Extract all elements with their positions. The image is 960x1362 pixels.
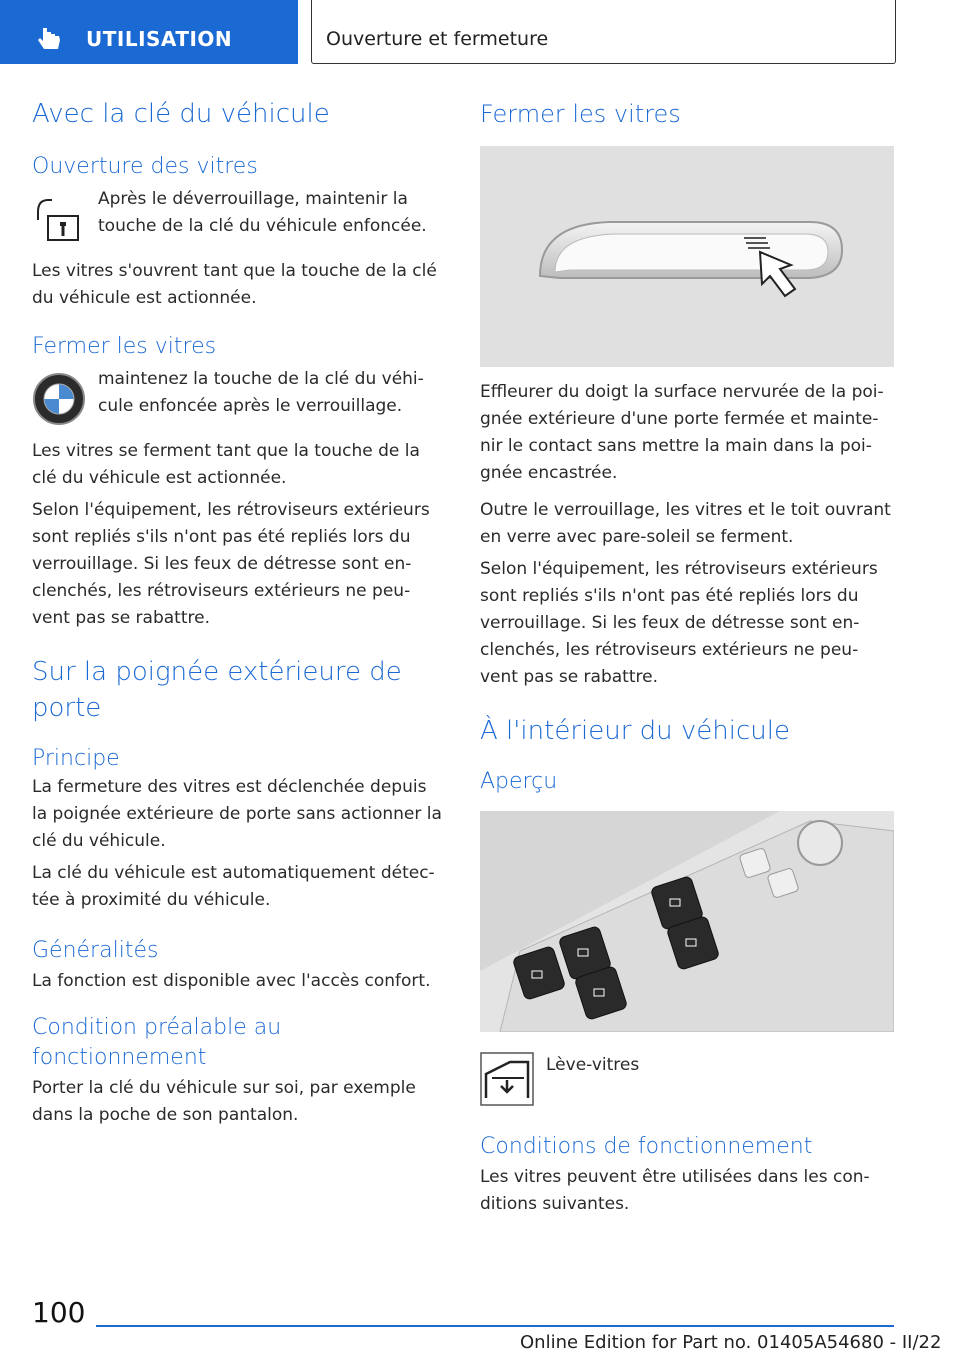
window-lifter-label: Lève-vitres xyxy=(546,1055,640,1075)
paragraph: Outre le verrouillage, les vitres et le toit ouvrant en verre avec pare-soleil se ferment. xyxy=(480,500,891,547)
paragraph: Effleurer du doigt la surface nervurée de la poi-gnée extérieure d'une porte fermée et mainte-nir le contact sans mettre la main dans la poi-gnée encastrée. xyxy=(480,382,884,483)
section-tab xyxy=(0,0,298,64)
paragraph: Les vitres s'ouvrent tant que la touche de la clé du véhicule est actionnée. xyxy=(32,261,437,308)
heading-vehicle-key: Avec la clé du véhicule xyxy=(32,99,330,129)
door-handle-illustration xyxy=(480,146,894,367)
footer-divider xyxy=(96,1325,894,1327)
heading-opening-windows: Ouverture des vitres xyxy=(32,154,258,179)
unlock-icon xyxy=(32,192,86,246)
door-handle-photo xyxy=(480,146,894,367)
hand-pointer-icon xyxy=(34,26,64,52)
bmw-logo-icon xyxy=(32,372,86,426)
window-lifter-legend xyxy=(480,1048,894,1106)
edition-note: Online Edition for Part no. 01405A54680 - II/22 xyxy=(520,1332,942,1353)
heading-precondition: Condition préalable au fonctionnement xyxy=(32,1015,282,1070)
heading-overview: Aperçu xyxy=(480,769,558,794)
paragraph: La clé du véhicule est automatiquement détec-tée à proximité du véhicule. xyxy=(32,863,435,910)
section-title: UTILISATION xyxy=(86,27,233,51)
unlock-instruction-text: Après le déverrouillage, maintenir la touche de la clé du véhicule enfoncée. xyxy=(98,189,427,236)
unlock-instruction xyxy=(32,186,446,246)
left-column xyxy=(32,96,446,1129)
paragraph: Les vitres peuvent être utilisées dans les con-ditions suivantes. xyxy=(480,1167,870,1214)
heading-closing-windows-handle: Fermer les vitres xyxy=(480,100,681,128)
heading-interior: À l'intérieur du véhicule xyxy=(480,716,790,746)
right-column xyxy=(480,96,894,1218)
paragraph: Selon l'équipement, les rétroviseurs extérieurs sont repliés s'ils n'ont pas été repliés lors du verrouillage. Si les feux de détresse sont en-clenchés, les rétroviseurs extérieurs ne peu-vent pas se rabattre. xyxy=(32,500,430,628)
paragraph: Les vitres se ferment tant que la touche de la clé du véhicule est actionnée. xyxy=(32,441,420,488)
paragraph: Porter la clé du véhicule sur soi, par exemple dans la poche de son pantalon. xyxy=(32,1078,416,1125)
paragraph: La fermeture des vitres est déclenchée depuis la poignée extérieure de porte sans actionner la clé du véhicule. xyxy=(32,777,442,851)
heading-principle: Principe xyxy=(32,746,120,771)
breadcrumb: Ouverture et fermeture xyxy=(326,28,549,50)
heading-outside-handle: Sur la poignée extérieure de porte xyxy=(32,657,402,723)
window-switches-illustration xyxy=(480,811,894,1032)
heading-closing-windows: Fermer les vitres xyxy=(32,334,217,359)
paragraph: La fonction est disponible avec l'accès confort. xyxy=(32,971,431,991)
lock-instruction-text: maintenez la touche de la clé du véhi-cule enfoncée après le verrouillage. xyxy=(98,369,424,416)
window-lifter-icon xyxy=(480,1052,534,1106)
heading-operating-conditions: Conditions de fonctionnement xyxy=(480,1134,813,1159)
window-switches-photo xyxy=(480,811,894,1032)
lock-instruction xyxy=(32,366,446,426)
paragraph: Selon l'équipement, les rétroviseurs extérieurs sont repliés s'ils n'ont pas été repliés lors du verrouillage. Si les feux de détresse sont en-clenchés, les rétroviseurs extérieurs ne peu-vent pas se rabattre. xyxy=(480,559,878,687)
breadcrumb-box xyxy=(311,0,896,64)
page-number: 100 xyxy=(32,1296,86,1329)
heading-general: Généralités xyxy=(32,938,159,963)
